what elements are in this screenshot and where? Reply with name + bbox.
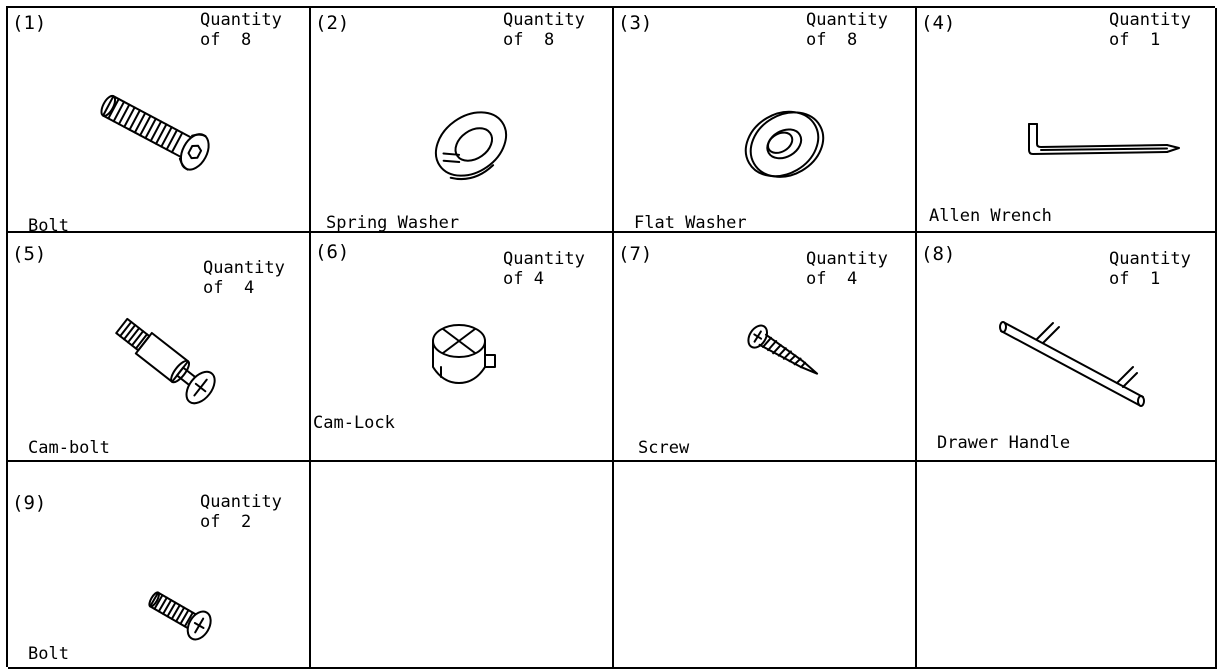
part-cell-7 xyxy=(614,233,917,462)
part-name: Flat Washer xyxy=(634,213,747,233)
part-quantity-value: of 2 xyxy=(200,512,252,532)
part-cell-8 xyxy=(917,233,1217,462)
empty-cell xyxy=(614,462,917,669)
spring-washer-icon xyxy=(421,102,521,187)
part-quantity-label: Quantity xyxy=(503,249,585,269)
empty-cell xyxy=(917,462,1217,669)
part-cell-1 xyxy=(8,8,311,236)
part-quantity-label: Quantity xyxy=(806,249,888,269)
drawer-handle-icon xyxy=(997,311,1157,411)
part-number: (5) xyxy=(12,243,47,265)
part-quantity-value: of 4 xyxy=(503,269,544,289)
part-quantity-label: Quantity xyxy=(1109,10,1191,30)
part-name: Screw xyxy=(638,438,690,458)
part-number: (7) xyxy=(618,243,653,265)
part-name: Bolt xyxy=(28,216,69,236)
part-quantity-value: of 8 xyxy=(200,30,252,50)
part-name: Cam-Lock xyxy=(313,413,395,433)
empty-cell xyxy=(311,462,614,669)
part-quantity-value: of 8 xyxy=(503,30,555,50)
part-quantity-label: Quantity xyxy=(203,258,285,278)
cam-bolt-icon xyxy=(98,311,248,421)
flat-washer-icon xyxy=(732,94,832,194)
part-cell-6 xyxy=(311,233,614,462)
part-cell-9 xyxy=(8,462,311,669)
part-cell-4 xyxy=(917,8,1217,233)
part-quantity-label: Quantity xyxy=(200,492,282,512)
part-quantity-label: Quantity xyxy=(200,10,282,30)
part-quantity-value: of 1 xyxy=(1109,30,1161,50)
hardware-parts-grid xyxy=(6,6,1215,667)
part-name: Spring Washer xyxy=(326,213,460,233)
part-cell-3 xyxy=(614,8,917,233)
part-quantity-label: Quantity xyxy=(1109,249,1191,269)
part-quantity-value: of 4 xyxy=(806,269,858,289)
part-cell-5 xyxy=(8,233,311,462)
hex-socket-bolt-icon xyxy=(93,80,233,190)
part-name: Allen Wrench xyxy=(929,206,1052,226)
cam-lock-icon xyxy=(423,321,503,393)
part-number: (1) xyxy=(12,12,47,34)
part-number: (6) xyxy=(315,241,350,263)
part-quantity-value: of 4 xyxy=(203,278,255,298)
part-name: Cam-bolt xyxy=(28,438,110,458)
part-number: (2) xyxy=(315,12,350,34)
allen-wrench-icon xyxy=(1017,120,1187,160)
part-quantity-label: Quantity xyxy=(806,10,888,30)
part-quantity-value: of 1 xyxy=(1109,269,1161,289)
part-cell-2 xyxy=(311,8,614,233)
part-number: (4) xyxy=(921,12,956,34)
part-name: Bolt xyxy=(28,644,69,664)
part-number: (3) xyxy=(618,12,653,34)
part-quantity-label: Quantity xyxy=(503,10,585,30)
part-quantity-value: of 8 xyxy=(806,30,858,50)
part-number: (8) xyxy=(921,243,956,265)
part-name: Drawer Handle xyxy=(937,433,1071,453)
wood-screw-icon xyxy=(739,321,829,386)
phillips-bolt-icon xyxy=(136,584,226,646)
part-number: (9) xyxy=(12,492,47,514)
